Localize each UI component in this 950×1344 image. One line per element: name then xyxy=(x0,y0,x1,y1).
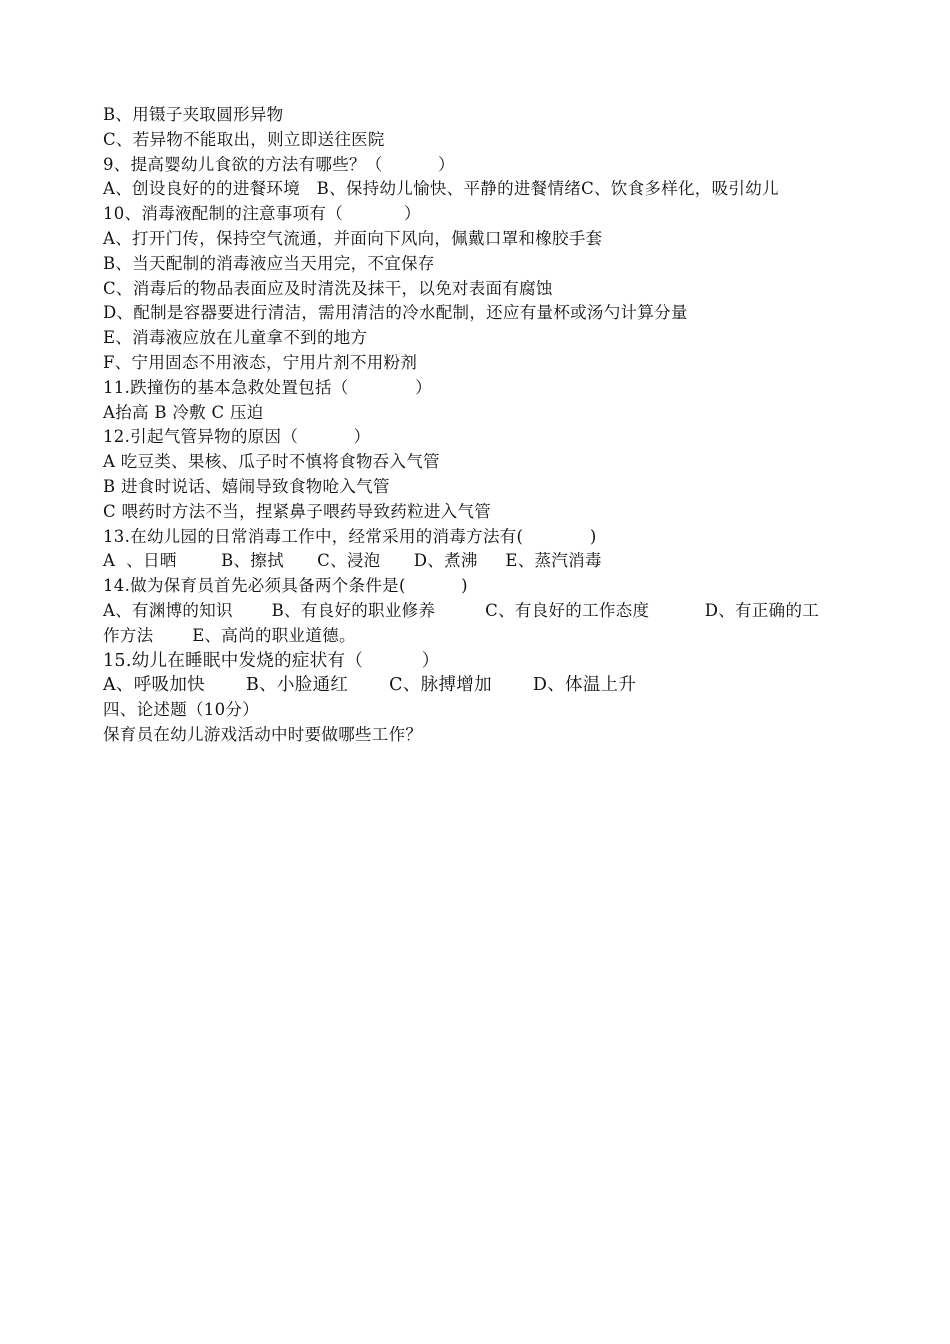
question-13-options: A 、日晒 B、擦拭 C、浸泡 D、煮沸 E、蒸汽消毒 xyxy=(103,551,602,571)
question-9: 9、提高婴幼儿食欲的方法有哪些？（ ） xyxy=(103,154,455,174)
question-13: 13.在幼儿园的日常消毒工作中，经常采用的消毒方法有( ) xyxy=(103,526,597,546)
question-10-option-d: D、配制是容器要进行清洁，需用清洁的冷水配制，还应有量杯或汤勺计算分量 xyxy=(103,303,688,323)
question-11-options: A抬高 B 冷敷 C 压迫 xyxy=(103,402,264,422)
question-14: 14.做为保育员首先必须具备两个条件是( ) xyxy=(103,576,468,596)
option-line-c-hospital: C、若异物不能取出，则立即送往医院 xyxy=(103,129,385,149)
question-14-options-continued: 作方法 E、高尚的职业道德。 xyxy=(103,625,356,645)
question-14-options: A、有渊博的知识 B、有良好的职业修养 C、有良好的工作态度 D、有正确的工 xyxy=(103,600,820,620)
document-page xyxy=(103,103,873,748)
question-10-option-b: B、当天配制的消毒液应当天用完，不宜保存 xyxy=(103,253,435,273)
question-11: 11.跌撞伤的基本急救处置包括（ ） xyxy=(103,377,432,397)
question-10-option-a: A、打开门传，保持空气流通，并面向下风向，佩戴口罩和橡胶手套 xyxy=(103,228,603,248)
question-15-options: A、呼吸加快 B、小脸通红 C、脉搏增加 D、体温上升 xyxy=(103,675,637,696)
section-heading-essay: 四、论述题（10分） xyxy=(103,700,259,720)
question-15: 15.幼儿在睡眠中发烧的症状有（ ） xyxy=(103,650,440,671)
question-10-option-e: E、消毒液应放在儿童拿不到的地方 xyxy=(103,328,368,348)
question-12-option-b: B 进食时说话、嬉闹导致食物呛入气管 xyxy=(103,476,390,496)
question-12: 12.引起气管异物的原因（ ） xyxy=(103,427,371,447)
question-10-option-c: C、消毒后的物品表面应及时清洗及抹干，以免对表面有腐蚀 xyxy=(103,278,553,298)
question-10-option-f: F、宁用固态不用液态，宁用片剂不用粉剂 xyxy=(103,352,418,372)
question-12-option-a: A 吃豆类、果核、瓜子时不慎将食物吞入气管 xyxy=(103,452,440,472)
option-line-b-tweezers: B、用镊子夹取圆形异物 xyxy=(103,105,284,124)
essay-question: 保育员在幼儿游戏活动中时要做哪些工作？ xyxy=(103,724,423,744)
question-9-options: A、创设良好的的进餐环境 B、保持幼儿愉快、平静的进餐情绪C、饮食多样化，吸引幼儿 xyxy=(103,179,779,199)
question-10: 10、消毒液配制的注意事项有（ ） xyxy=(103,204,421,224)
question-12-option-c: C 喂药时方法不当，捏紧鼻子喂药导致药粒进入气管 xyxy=(103,501,492,521)
